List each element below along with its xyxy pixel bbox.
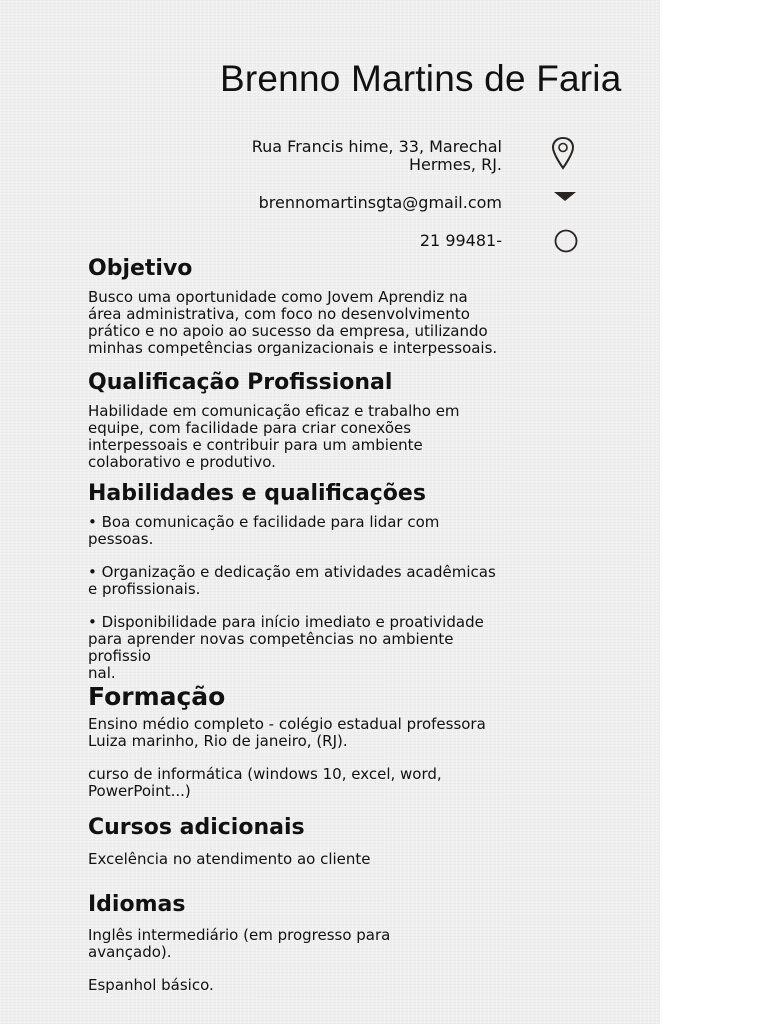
contact-phone: 21 99481- bbox=[419, 231, 502, 250]
list-item bbox=[88, 564, 558, 598]
contact-address bbox=[202, 138, 502, 174]
objetivo-heading: Objetivo bbox=[88, 256, 193, 281]
text-line: • Organização e dedicação em atividades acadêmicas bbox=[88, 563, 496, 581]
text-line: Ensino médio completo - colégio estadual professora bbox=[88, 715, 486, 733]
habilidades-list bbox=[88, 514, 558, 682]
map-pin-icon bbox=[551, 136, 575, 172]
text-line: Luiza marinho, Rio de janeiro, (RJ). bbox=[88, 732, 348, 750]
text-line: prático e no apoio ao sucesso da empresa, utilizando bbox=[88, 322, 488, 340]
objetivo-text bbox=[88, 289, 558, 357]
text-line: avançado). bbox=[88, 943, 172, 961]
text-line: minhas competências organizacionais e interpessoais. bbox=[88, 339, 498, 357]
text-line: para aprender novas competências no ambiente bbox=[88, 630, 454, 648]
list-item bbox=[88, 766, 558, 800]
qualificacao-text bbox=[88, 403, 558, 471]
list-item bbox=[88, 977, 558, 994]
section-qualificacao bbox=[88, 370, 558, 471]
text-line: nal. bbox=[88, 664, 116, 682]
mail-icon bbox=[553, 190, 577, 204]
cursos-heading: Cursos adicionais bbox=[88, 815, 305, 840]
text-line: equipe, com facilidade para criar conexões bbox=[88, 419, 412, 437]
text-line: • Disponibilidade para início imediato e proatividade bbox=[88, 613, 484, 631]
text-line: área administrativa, com foco no desenvolvimento bbox=[88, 305, 470, 323]
text-line: Busco uma oportunidade como Jovem Aprendiz na bbox=[88, 288, 468, 306]
candidate-name: Brenno Martins de Faria bbox=[220, 58, 622, 99]
text-line: curso de informática (windows 10, excel, word, bbox=[88, 765, 442, 783]
idiomas-list bbox=[88, 927, 558, 994]
text-line: profissio bbox=[88, 647, 151, 665]
section-habilidades bbox=[88, 481, 558, 682]
formacao-list bbox=[88, 716, 558, 800]
cursos-text: Excelência no atendimento ao cliente bbox=[88, 850, 371, 868]
section-cursos bbox=[88, 815, 558, 868]
text-line: Inglês intermediário (em progresso para bbox=[88, 926, 391, 944]
text-line: interpessoais e contribuir para um ambiente bbox=[88, 436, 423, 454]
list-item bbox=[88, 927, 558, 961]
list-item bbox=[88, 716, 558, 750]
habilidades-heading: Habilidades e qualificações bbox=[88, 481, 426, 506]
text-line: • Boa comunicação e facilidade para lidar com bbox=[88, 513, 440, 531]
text-line: PowerPoint...) bbox=[88, 782, 191, 800]
phone-icon bbox=[554, 229, 578, 253]
address-line-2: Hermes, RJ. bbox=[408, 155, 502, 174]
address-line-1: Rua Francis hime, 33, Marechal bbox=[251, 137, 502, 156]
formacao-heading: Formação bbox=[88, 682, 226, 711]
contact-email: brennomartinsgta@gmail.com bbox=[258, 193, 502, 212]
qualificacao-heading: Qualificação Profissional bbox=[88, 370, 393, 395]
section-objetivo bbox=[88, 256, 558, 357]
text-line: colaborativo e produtivo. bbox=[88, 453, 276, 471]
list-item bbox=[88, 614, 558, 682]
text-line: Espanhol básico. bbox=[88, 976, 214, 994]
idiomas-heading: Idiomas bbox=[88, 892, 186, 917]
section-idiomas bbox=[88, 892, 558, 994]
section-formacao bbox=[88, 682, 558, 800]
text-line: Habilidade em comunicação eficaz e trabalho em bbox=[88, 402, 460, 420]
list-item bbox=[88, 514, 558, 548]
text-line: e profissionais. bbox=[88, 580, 201, 598]
text-line: pessoas. bbox=[88, 530, 154, 548]
